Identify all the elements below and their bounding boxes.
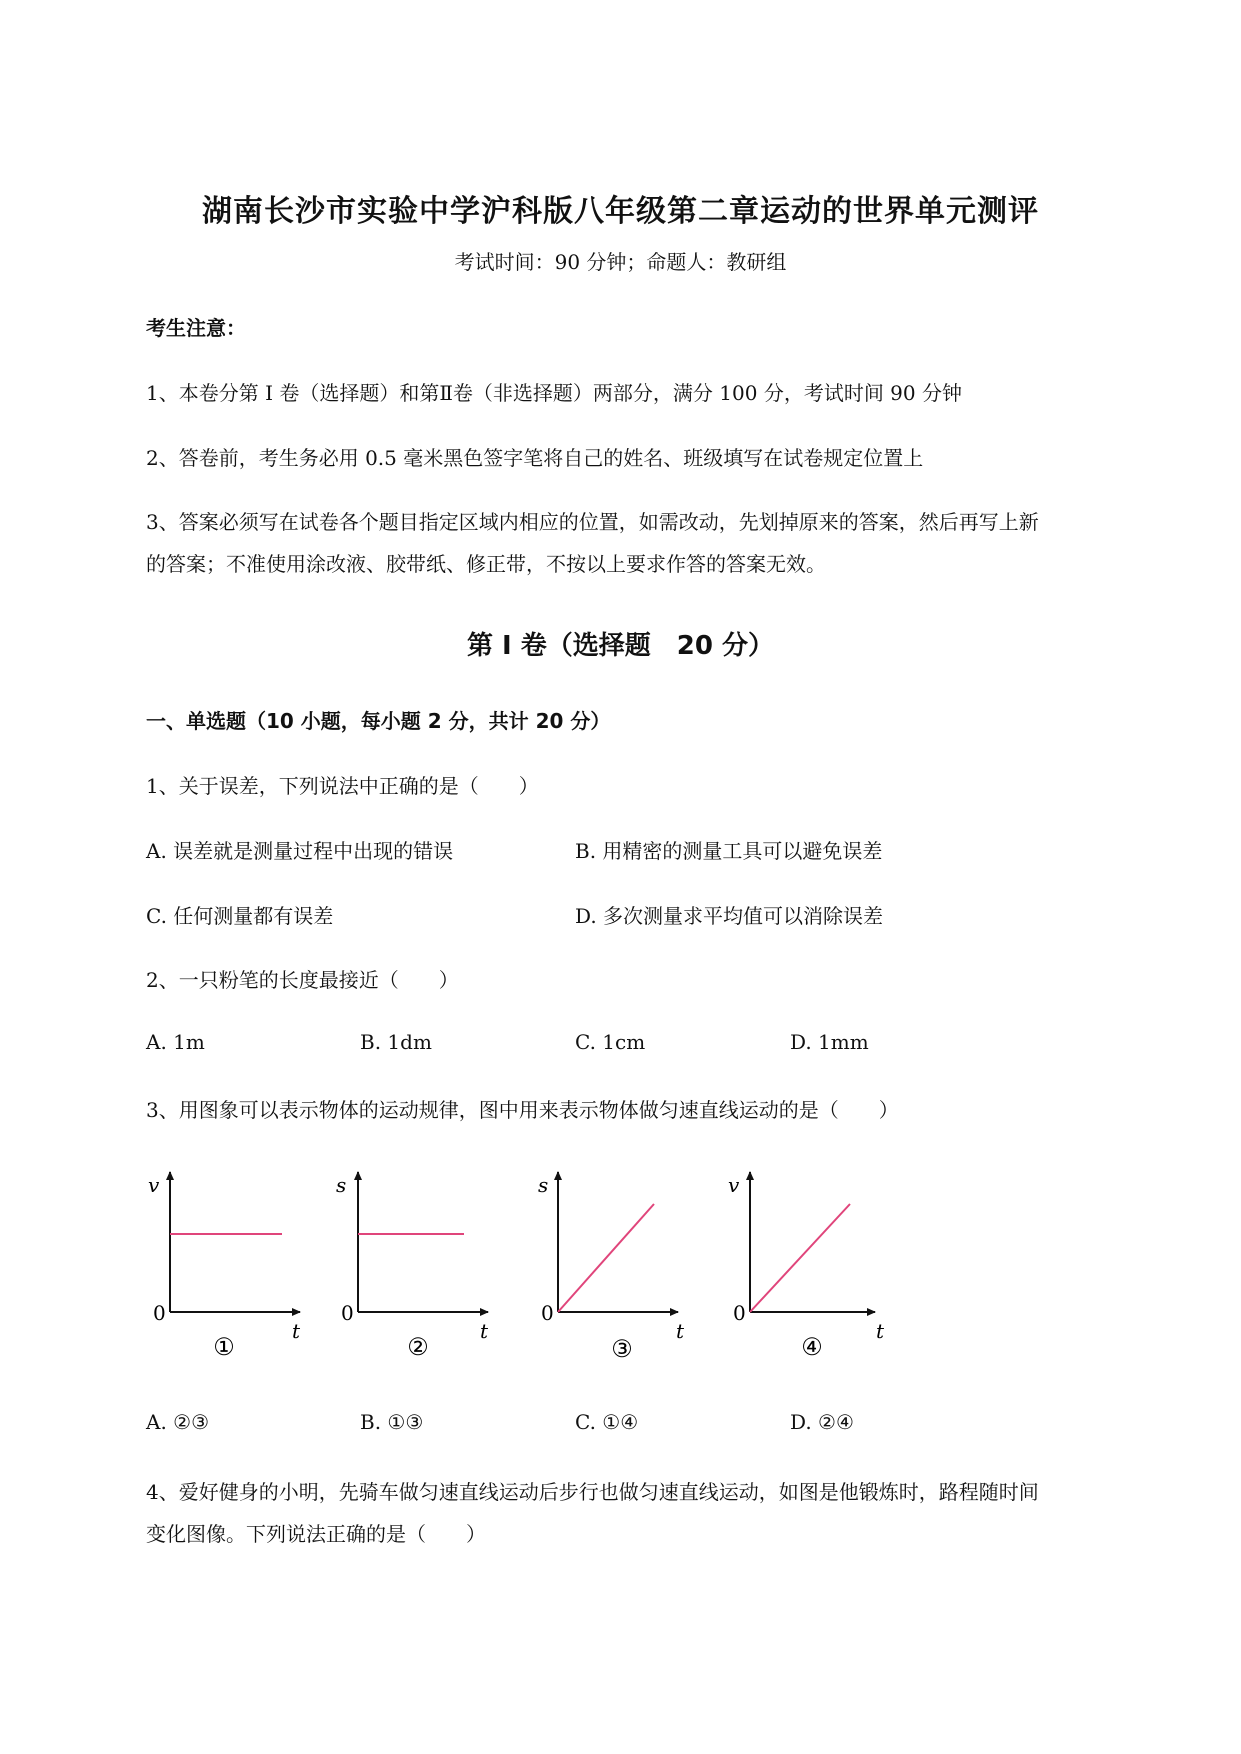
page-title: 湖南长沙市实验中学沪科版八年级第二章运动的世界单元测评 [202,194,1039,229]
question-4-stem-continued: 变化图像。下列说法正确的是（ ） [146,1522,486,1546]
question-2-option-b: B. 1dm [360,1030,432,1054]
question-3-option-b: B. ①③ [360,1410,424,1434]
graph-2-x-label: t [480,1319,489,1343]
graph-2-caption: ② [407,1333,429,1361]
question-1-option-c: C. 任何测量都有误差 [146,904,334,928]
graph-4-caption: ④ [801,1333,823,1361]
graph-3-x-label: t [676,1319,685,1343]
graph-2 [336,1172,489,1361]
question-2-stem: 2、一只粉笔的长度最接近（ ） [146,968,459,992]
graph-1-origin: 0 [153,1301,166,1325]
notice-heading: 考生注意： [146,316,246,340]
question-3-option-a: A. ②③ [146,1410,210,1434]
graph-1 [148,1172,301,1361]
question-2-option-d: D. 1mm [790,1030,869,1054]
graph-4-y-label: v [728,1173,740,1197]
graph-3-y-label: s [538,1173,549,1197]
question-1-option-b: B. 用精密的测量工具可以避免误差 [575,839,883,863]
section-title: 第 I 卷（选择题 20 分） [466,631,774,661]
question-3-option-d: D. ②④ [790,1410,854,1434]
graph-2-origin: 0 [341,1301,354,1325]
question-4-stem: 4、爱好健身的小明，先骑车做匀速直线运动后步行也做匀速直线运动，如图是他锻炼时，路程随时间 [146,1480,1039,1504]
question-1-option-d: D. 多次测量求平均值可以消除误差 [575,904,884,928]
graph-1-caption: ① [213,1333,235,1361]
question-2-option-a: A. 1m [146,1030,205,1054]
question-3-option-c: C. ①④ [575,1410,639,1434]
notice-item-2: 2、答卷前，考生务必用 0.5 毫米黑色签字笔将自己的姓名、班级填写在试卷规定位置上 [146,446,924,470]
question-1-option-a: A. 误差就是测量过程中出现的错误 [146,839,454,863]
graph-1-y-label: v [148,1173,160,1197]
graph-4-line [750,1204,850,1312]
graph-3-origin: 0 [541,1301,554,1325]
question-1-stem: 1、关于误差，下列说法中正确的是（ ） [146,774,539,798]
motion-graphs-figure [140,1160,920,1380]
exam-info: 考试时间：90 分钟；命题人：教研组 [454,250,787,274]
graph-3 [538,1172,685,1363]
graph-3-line [558,1204,654,1312]
question-3-stem: 3、用图象可以表示物体的运动规律，图中用来表示物体做匀速直线运动的是（ ） [146,1098,899,1122]
graph-4-origin: 0 [733,1301,746,1325]
graph-1-x-label: t [292,1319,301,1343]
graph-4-x-label: t [876,1319,885,1343]
graph-4 [728,1172,885,1361]
part-heading: 一、单选题（10 小题，每小题 2 分，共计 20 分） [146,709,611,733]
question-2-option-c: C. 1cm [575,1030,646,1054]
notice-item-3-continued: 的答案；不准使用涂改液、胶带纸、修正带，不按以上要求作答的答案无效。 [146,552,826,576]
graph-3-caption: ③ [611,1335,633,1363]
graph-2-y-label: s [336,1173,347,1197]
notice-item-1: 1、本卷分第 I 卷（选择题）和第Ⅱ卷（非选择题）两部分，满分 100 分，考试时间 90 分钟 [146,381,962,405]
notice-item-3: 3、答案必须写在试卷各个题目指定区域内相应的位置，如需改动，先划掉原来的答案，然后再写上新 [146,510,1039,534]
